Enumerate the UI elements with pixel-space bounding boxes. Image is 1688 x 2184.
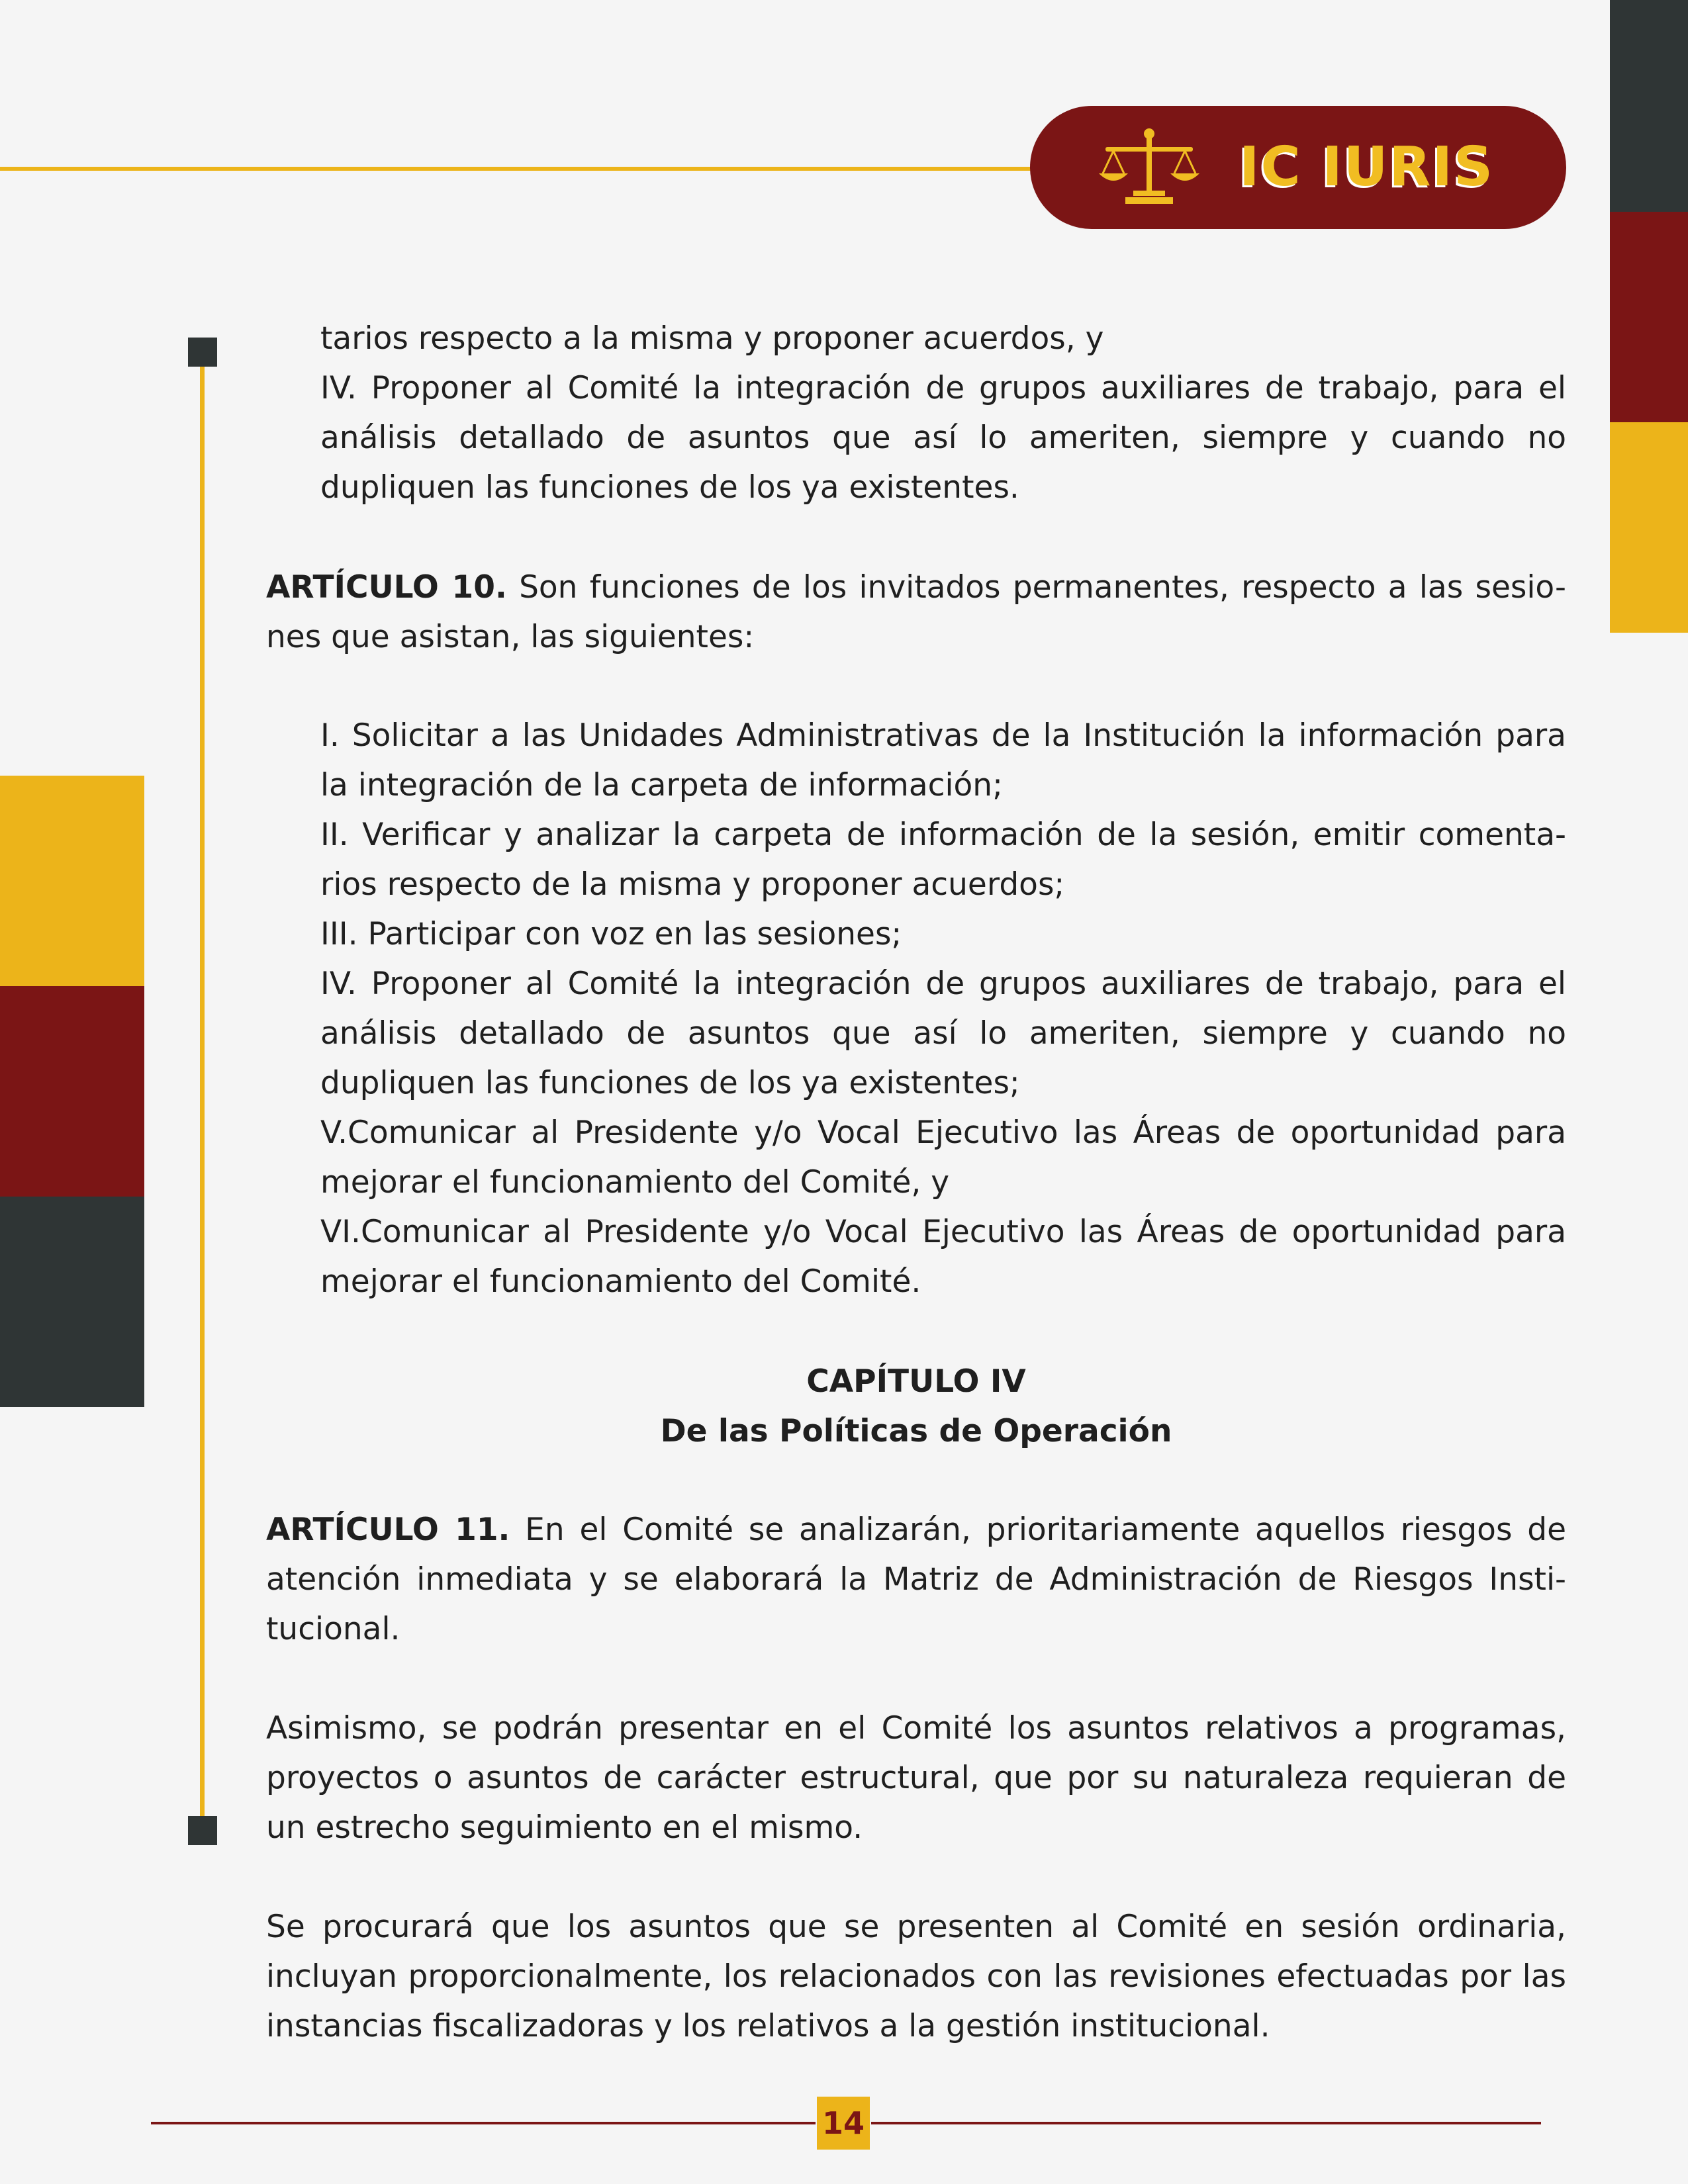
vertical-rule (200, 357, 205, 1819)
article-10-item-vi: VI.Comunicar al Presidente y/o Vocal Ejecutivo las Áreas de oportunidad para mejorar el funcionamiento del Comité. (320, 1214, 1566, 1300)
continued-item-iv: IV. Proponer al Comité la integración de grupos auxiliares de trabajo, para el análisis detallado de asuntos que así lo ameriten, siempre y cuando no dupliquen las funciones de los ya existentes. (320, 370, 1566, 506)
article-10-item-ii: II. Verificar y analizar la carpeta de información de la sesión, emitir comenta-rios respecto de la misma y proponer acuerdos; (320, 817, 1566, 903)
paragraph-asimismo: Asimismo, se podrán presentar en el Comité los asuntos relativos a programas, proyectos o asuntos de carácter estructural, que por su naturaleza requieran de un estrecho seguimiento en el mismo. (266, 1710, 1566, 1846)
article-10-intro (266, 563, 1566, 662)
article-10-item-i: I. Solicitar a las Unidades Administrativas de la Institución la información para la integración de la carpeta de información; (320, 717, 1566, 803)
continued-line: tarios respecto a la misma y proponer acuerdos, y (320, 320, 1104, 357)
article-10-item-iii: III. Participar con voz en las sesiones; (320, 916, 902, 952)
article-10-item-v: V.Comunicar al Presidente y/o Vocal Ejecutivo las Áreas de oportunidad para mejorar el funcionamiento del Comité, y (320, 1115, 1566, 1201)
rule-end-square-top (188, 338, 217, 367)
scales-of-justice-icon (1096, 124, 1202, 210)
decor-bar-gold-left (0, 776, 144, 986)
brand-badge (1030, 106, 1566, 229)
chapter-subtitle: De las Políticas de Operación (660, 1413, 1172, 1449)
footer-rule-right (871, 2122, 1541, 2124)
article-10-text: Son funciones de los invitados permanentes, respecto a las sesio-nes que asistan, las siguientes: (266, 569, 1566, 655)
article-10-label: ARTÍCULO 10. (266, 569, 507, 606)
header-rule (0, 167, 1046, 171)
article-10-item-iv: IV. Proponer al Comité la integración de grupos auxiliares de trabajo, para el análisis detallado de asuntos que así lo ameriten, siempre y cuando no dupliquen las funciones de los ya existentes; (320, 966, 1566, 1101)
decor-bar-maroon-left (0, 986, 144, 1197)
rule-end-square-bottom (188, 1816, 217, 1845)
page-number: 14 (817, 2097, 870, 2150)
decor-bar-maroon-right (1610, 212, 1688, 422)
footer-rule-left (151, 2122, 816, 2124)
brand-name: IC IURIS (1239, 136, 1495, 199)
article-11 (266, 1505, 1566, 1654)
decor-bar-charcoal-left (0, 1197, 144, 1407)
chapter-title: CAPÍTULO IV (806, 1363, 1026, 1400)
article-11-text: En el Comité se analizarán, prioritariamente aquellos riesgos de atención inmediata y se elaborará la Matriz de Administración de Riesgos Insti-tucional. (266, 1512, 1566, 1647)
article-11-label: ARTÍCULO 11. (266, 1512, 510, 1548)
decor-bar-gold-right (1610, 422, 1688, 633)
decor-bar-charcoal-right (1610, 0, 1688, 212)
paragraph-se-procurara: Se procurará que los asuntos que se presenten al Comité en sesión ordinaria, incluyan proporcionalmente, los relacionados con las revisiones efectuadas por las instancias fiscalizadoras y los relativos a la gestión institucional. (266, 1909, 1566, 2044)
